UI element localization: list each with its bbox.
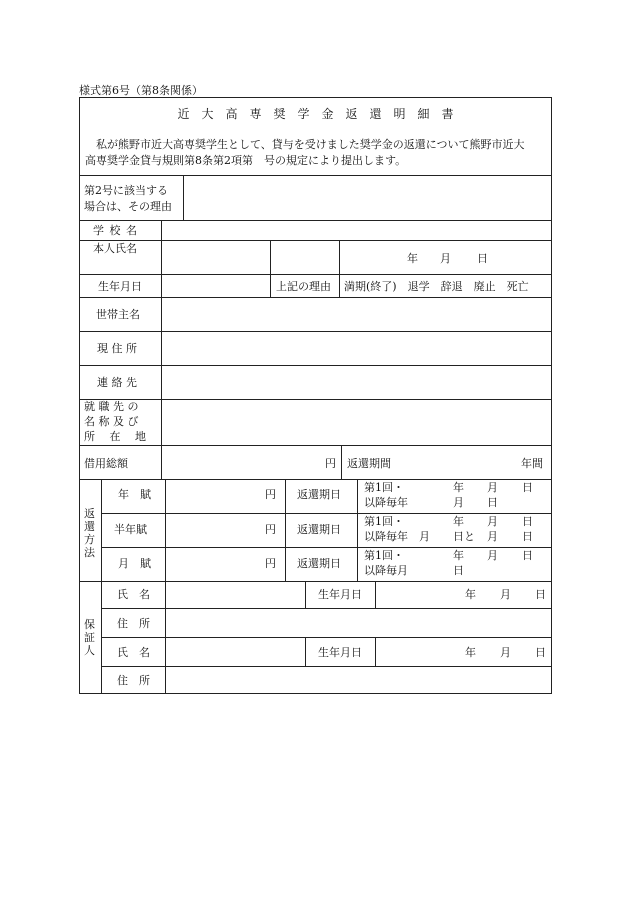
repay-month: 月: [453, 496, 464, 509]
name-label: 本人氏名: [93, 242, 137, 255]
guarantor-address-input[interactable]: [166, 667, 550, 692]
repay-month: 月: [487, 515, 498, 528]
guarantor-day: 日: [535, 588, 546, 601]
repay-period-label: 返還期間: [347, 457, 391, 470]
repay-method-label: 方: [84, 533, 95, 546]
frame-left: [79, 97, 80, 694]
guarantor-address-label: 住 所: [117, 674, 150, 687]
guarantor-address-label: 住 所: [117, 617, 150, 630]
repay-yen: 円: [265, 488, 276, 501]
guarantor-day: 日: [535, 646, 546, 659]
guarantor-birth-label: 生年月日: [318, 588, 362, 601]
household-label: 世帯主名: [96, 308, 140, 321]
repay-year: 年: [453, 515, 464, 528]
address-input[interactable]: [162, 332, 550, 364]
repay-day: 日: [487, 496, 498, 509]
rule: [79, 240, 552, 241]
employer-label: 就 職 先 の: [84, 400, 139, 413]
repay-after: 以降毎年 月: [364, 530, 430, 543]
household-input[interactable]: [162, 298, 550, 330]
rule: [270, 240, 271, 298]
rule: [339, 240, 340, 298]
name-input[interactable]: [162, 241, 269, 273]
rule: [375, 637, 376, 667]
birth-label: 生年月日: [98, 280, 142, 293]
rule: [79, 479, 552, 480]
repay-day: 日と: [453, 530, 475, 543]
repay-due-label: 返還期日: [297, 557, 341, 570]
repay-day: 日: [522, 515, 533, 528]
guarantor-address-input[interactable]: [166, 609, 550, 636]
rule: [79, 581, 552, 582]
repay-type: 月 賦: [118, 557, 151, 570]
reason-input[interactable]: [184, 176, 550, 219]
frame-right: [551, 97, 552, 694]
employer-label: 所 在 地: [84, 430, 146, 443]
repay-after: 以降毎月: [364, 564, 408, 577]
repay-day: 日: [522, 549, 533, 562]
rule: [79, 274, 552, 275]
repay-due-label: 返還期日: [297, 523, 341, 536]
repay-first: 第1回・: [364, 515, 404, 528]
repay-month: 月: [487, 481, 498, 494]
guarantor-name-input[interactable]: [166, 638, 304, 665]
reason-label: 場合は、その理由: [84, 200, 172, 213]
rule: [357, 479, 358, 582]
guarantor-month: 月: [500, 588, 511, 601]
guarantor-name-input[interactable]: [166, 582, 304, 607]
repay-yen: 円: [265, 523, 276, 536]
repay-method-label: 返: [84, 507, 95, 520]
loan-total-label: 借用総額: [84, 457, 128, 470]
birth-input[interactable]: [162, 275, 269, 296]
repay-year: 年: [453, 481, 464, 494]
guarantor-label: 保: [84, 618, 95, 631]
rule: [305, 637, 306, 667]
rule: [305, 581, 306, 609]
frame-top: [79, 97, 552, 98]
guarantor-year: 年: [465, 588, 476, 601]
repay-method-label: 還: [84, 520, 95, 533]
reason-label: 第2号に該当する: [84, 184, 168, 197]
form-title: 近 大 高 専 奨 学 金 返 還 明 細 書: [177, 107, 454, 121]
repay-method-label: 法: [84, 546, 95, 559]
repay-type: 半年賦: [114, 523, 147, 536]
guarantor-month: 月: [500, 646, 511, 659]
contact-label: 連 絡 先: [97, 376, 137, 389]
repay-day: 日: [522, 530, 533, 543]
repay-year: 年: [453, 549, 464, 562]
repay-first: 第1回・: [364, 549, 404, 562]
address-label: 現 住 所: [97, 342, 137, 355]
repay-years: 年間: [521, 457, 543, 470]
intro-line-1: 私が熊野市近大高専奨学生として、貸与を受けました奨学金の返還について熊野市近大: [96, 138, 525, 151]
rule: [375, 581, 376, 609]
guarantor-label: 証: [84, 631, 95, 644]
form-number-caption: 様式第6号（第8条関係）: [79, 84, 203, 97]
repay-day: 日: [522, 481, 533, 494]
rule: [101, 547, 552, 548]
school-input[interactable]: [162, 221, 550, 239]
rule: [341, 445, 342, 480]
repay-due-label: 返還期日: [297, 488, 341, 501]
guarantor-name-label: 氏 名: [117, 588, 150, 601]
guarantor-year: 年: [465, 646, 476, 659]
repay-type: 年 賦: [118, 488, 151, 501]
rule: [101, 513, 552, 514]
loan-yen: 円: [325, 457, 336, 470]
date-month: 月: [440, 252, 451, 265]
guarantor-name-label: 氏 名: [117, 646, 150, 659]
rule: [285, 479, 286, 582]
school-label: 学 校 名: [93, 224, 138, 237]
guarantor-label: 人: [84, 644, 95, 657]
intro-line-2: 高専奨学金貸与規則第8条第2項第 号の規定により提出します。: [85, 154, 407, 167]
employer-label: 名 称 及 び: [84, 415, 139, 428]
rule: [79, 445, 552, 446]
employer-input[interactable]: [162, 400, 550, 444]
repay-day: 日: [453, 564, 464, 577]
repay-after: 以降毎年: [364, 496, 408, 509]
frame-bottom: [79, 693, 552, 694]
repay-month: 月: [487, 530, 498, 543]
repay-month: 月: [487, 549, 498, 562]
date-day: 日: [477, 252, 488, 265]
repay-first: 第1回・: [364, 481, 404, 494]
reason-above-label: 上記の理由: [276, 280, 331, 293]
contact-input[interactable]: [162, 366, 550, 398]
guarantor-birth-label: 生年月日: [318, 646, 362, 659]
reason-options[interactable]: 満期(終了) 退学 辞退 廃止 死亡: [344, 280, 529, 293]
repay-yen: 円: [265, 557, 276, 570]
rule: [101, 479, 102, 694]
date-year: 年: [407, 252, 418, 265]
